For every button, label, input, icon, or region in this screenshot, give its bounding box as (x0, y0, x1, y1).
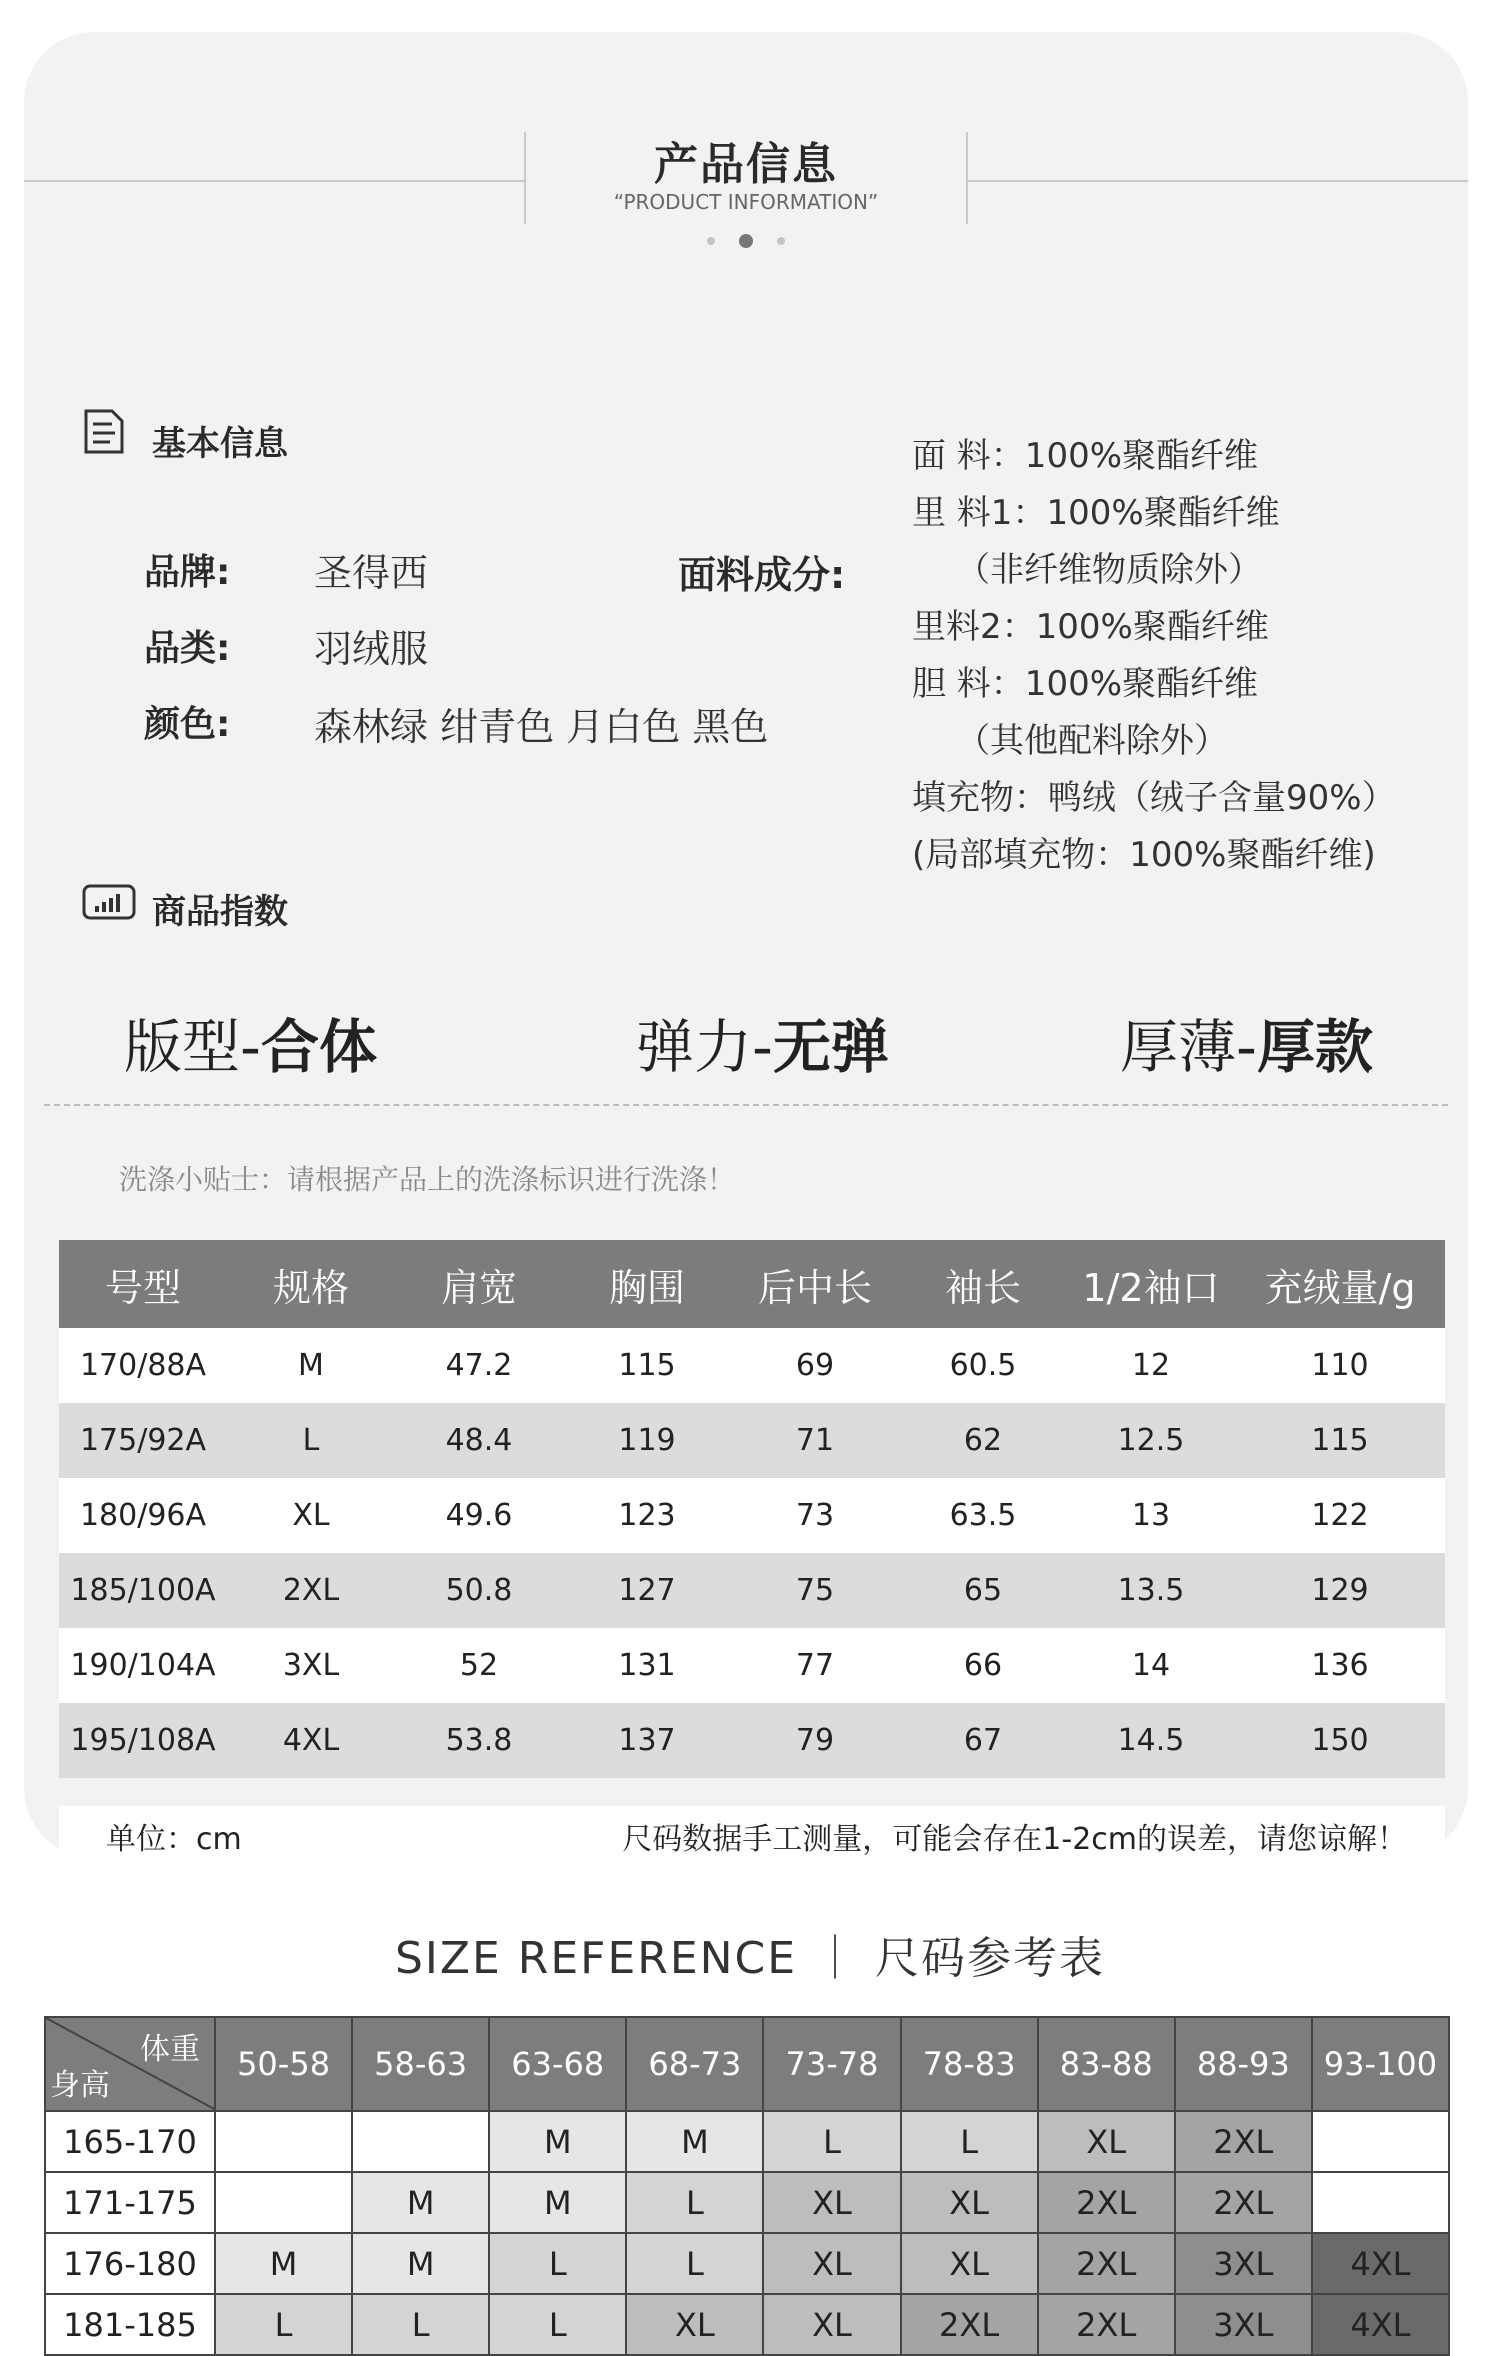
height-cell: 171-175 (45, 2172, 215, 2233)
size-cell: 2XL (1038, 2294, 1175, 2355)
weight-header-cell: 50-58 (215, 2017, 352, 2111)
size-table-cell: 115 (563, 1328, 731, 1403)
size-header-cell: 规格 (227, 1240, 395, 1328)
size-table-row (59, 1403, 1445, 1478)
weight-header-cell: 93-100 (1312, 2017, 1449, 2111)
size-header-cell: 1/2袖口 (1067, 1240, 1235, 1328)
reference-row (45, 2172, 1449, 2233)
size-cell (352, 2111, 489, 2172)
size-table-cell: 53.8 (395, 1703, 563, 1778)
fabric-line: 面 料：100%聚酯纤维 (912, 436, 1259, 476)
weight-header-cell: 58-63 (352, 2017, 489, 2111)
size-table-cell: 122 (1235, 1478, 1445, 1553)
reference-row (45, 2294, 1449, 2355)
size-table-cell: 14.5 (1067, 1703, 1235, 1778)
size-table-cell: 4XL (227, 1703, 395, 1778)
size-table-cell: 75 (731, 1553, 899, 1628)
size-table-cell: XL (227, 1478, 395, 1553)
size-table-cell: 12.5 (1067, 1403, 1235, 1478)
size-table-cell: 137 (563, 1703, 731, 1778)
size-reference-title: SIZE REFERENCE ｜ 尺码参考表 (394, 1933, 1106, 1984)
size-cell: M (352, 2233, 489, 2294)
size-cell: 4XL (1312, 2233, 1449, 2294)
size-cell: L (763, 2111, 900, 2172)
size-table-cell: 127 (563, 1553, 731, 1628)
weight-header-cell: 78-83 (901, 2017, 1038, 2111)
size-table-cell: 50.8 (395, 1553, 563, 1628)
size-cell: M (489, 2111, 626, 2172)
size-cell: 2XL (1038, 2233, 1175, 2294)
size-table-cell: 115 (1235, 1403, 1445, 1478)
size-cell: L (626, 2172, 763, 2233)
size-table-cell: 14 (1067, 1628, 1235, 1703)
corner-weight-label: 体重 (140, 2032, 200, 2067)
size-cell: 4XL (1312, 2294, 1449, 2355)
size-table-cell: 12 (1067, 1328, 1235, 1403)
category-value: 羽绒服 (314, 627, 429, 671)
size-cell: L (489, 2233, 626, 2294)
size-cell: XL (763, 2233, 900, 2294)
size-table-cell: 77 (731, 1628, 899, 1703)
fabric-line: 胆 料：100%聚酯纤维 (912, 664, 1259, 704)
fabric-line: 里 料1：100%聚酯纤维 (912, 493, 1280, 533)
size-header-cell: 号型 (59, 1240, 227, 1328)
brand-value: 圣得西 (314, 551, 429, 595)
size-table-row (59, 1478, 1445, 1553)
size-table-cell: 62 (899, 1403, 1067, 1478)
basic-info-title: 基本信息 (152, 424, 288, 464)
size-cell: 3XL (1175, 2233, 1312, 2294)
size-table-cell: 2XL (227, 1553, 395, 1628)
weight-header-cell: 63-68 (489, 2017, 626, 2111)
reference-row (45, 2233, 1449, 2294)
size-table-cell: 79 (731, 1703, 899, 1778)
size-table-cell: 52 (395, 1628, 563, 1703)
size-table-cell: 63.5 (899, 1478, 1067, 1553)
size-header-cell: 肩宽 (395, 1240, 563, 1328)
size-cell (215, 2111, 352, 2172)
size-cell: XL (763, 2172, 900, 2233)
size-cell: XL (1038, 2111, 1175, 2172)
fabric-line: (局部填充物：100%聚酯纤维) (912, 835, 1376, 875)
size-table-row (59, 1628, 1445, 1703)
size-table-cell: 13.5 (1067, 1553, 1235, 1628)
size-table-cell: 48.4 (395, 1403, 563, 1478)
dashed-divider (44, 1104, 1448, 1106)
measurement-note: 尺码数据手工测量，可能会存在1-2cm的误差，请您谅解！ (622, 1822, 1407, 1857)
size-cell: 3XL (1175, 2294, 1312, 2355)
color-label: 颜色: (144, 704, 231, 745)
size-header-cell: 后中长 (731, 1240, 899, 1328)
size-note-bar (59, 1806, 1445, 1858)
size-cell: L (626, 2233, 763, 2294)
color-value: 森林绿 绀青色 月白色 黑色 (314, 705, 769, 749)
size-cell: 2XL (1175, 2111, 1312, 2172)
size-header-cell: 袖长 (899, 1240, 1067, 1328)
size-table-cell: 185/100A (59, 1553, 227, 1628)
size-table-cell: 119 (563, 1403, 731, 1478)
size-header-cell: 充绒量/g (1235, 1240, 1445, 1328)
size-table-cell: 123 (563, 1478, 731, 1553)
size-cell: M (215, 2233, 352, 2294)
category-label: 品类: (144, 628, 231, 669)
fabric-line: （非纤维物质除外） (956, 550, 1262, 590)
size-table-cell: 190/104A (59, 1628, 227, 1703)
size-cell (1312, 2111, 1449, 2172)
size-cell: L (352, 2294, 489, 2355)
size-table-cell: 49.6 (395, 1478, 563, 1553)
weight-header-cell: 88-93 (1175, 2017, 1312, 2111)
reference-corner-cell (45, 2017, 215, 2111)
reference-row (45, 2111, 1449, 2172)
size-cell: M (489, 2172, 626, 2233)
size-table-cell: 67 (899, 1703, 1067, 1778)
size-cell: XL (901, 2233, 1038, 2294)
size-cell: 2XL (901, 2294, 1038, 2355)
size-cell: XL (626, 2294, 763, 2355)
size-cell: L (489, 2294, 626, 2355)
size-cell: M (626, 2111, 763, 2172)
size-cell (215, 2172, 352, 2233)
index-thickness: 厚薄-厚款 (1120, 1013, 1373, 1081)
size-table-cell: 150 (1235, 1703, 1445, 1778)
size-cell: 2XL (1175, 2172, 1312, 2233)
fabric-line: 里料2：100%聚酯纤维 (912, 607, 1269, 647)
product-info-card (24, 32, 1468, 1858)
unit-label: 单位：cm (106, 1822, 242, 1857)
size-table-row (59, 1553, 1445, 1628)
washing-tip: 洗涤小贴士：请根据产品上的洗涤标识进行洗涤！ (119, 1163, 736, 1196)
size-table-cell: 131 (563, 1628, 731, 1703)
size-table-row (59, 1703, 1445, 1778)
index-elasticity: 弹力-无弹 (636, 1013, 889, 1081)
weight-header-cell: 83-88 (1038, 2017, 1175, 2111)
size-table-cell: 175/92A (59, 1403, 227, 1478)
corner-height-label: 身高 (50, 2068, 110, 2103)
size-table-cell: 170/88A (59, 1328, 227, 1403)
height-cell: 181-185 (45, 2294, 215, 2355)
size-cell (1312, 2172, 1449, 2233)
height-cell: 176-180 (45, 2233, 215, 2294)
size-table-cell: 47.2 (395, 1328, 563, 1403)
size-cell: XL (763, 2294, 900, 2355)
page-title: 产品信息 (654, 139, 838, 190)
size-table-cell: 73 (731, 1478, 899, 1553)
size-reference-table (44, 2016, 1450, 2356)
index-title: 商品指数 (152, 892, 288, 932)
weight-header-cell: 73-78 (763, 2017, 900, 2111)
size-cell: XL (901, 2172, 1038, 2233)
size-table-cell: 3XL (227, 1628, 395, 1703)
size-table-cell: 129 (1235, 1553, 1445, 1628)
size-table-cell: 136 (1235, 1628, 1445, 1703)
size-table-cell: 71 (731, 1403, 899, 1478)
size-header-cell: 胸围 (563, 1240, 731, 1328)
height-cell: 165-170 (45, 2111, 215, 2172)
size-table-cell: 110 (1235, 1328, 1445, 1403)
fabric-label: 面料成分: (678, 553, 846, 597)
size-table-cell: 60.5 (899, 1328, 1067, 1403)
header-dots (24, 234, 1468, 248)
size-table-cell: 13 (1067, 1478, 1235, 1553)
size-cell: L (215, 2294, 352, 2355)
size-table-cell: L (227, 1403, 395, 1478)
brand-label: 品牌: (144, 552, 231, 593)
fabric-line: 填充物：鸭绒（绒子含量90%） (912, 778, 1396, 818)
size-table (59, 1240, 1445, 1778)
size-cell: M (352, 2172, 489, 2233)
size-table-cell: 195/108A (59, 1703, 227, 1778)
size-table-cell: 66 (899, 1628, 1067, 1703)
fabric-line: （其他配料除外） (956, 721, 1228, 761)
index-fit: 版型-合体 (124, 1013, 377, 1081)
page-subtitle: “PRODUCT INFORMATION” (613, 190, 879, 214)
size-table-cell: 180/96A (59, 1478, 227, 1553)
signal-bars-icon (82, 884, 136, 920)
weight-header-cell: 68-73 (626, 2017, 763, 2111)
size-table-cell: 69 (731, 1328, 899, 1403)
size-cell: 2XL (1038, 2172, 1175, 2233)
size-table-cell: 65 (899, 1553, 1067, 1628)
size-table-cell: M (227, 1328, 395, 1403)
size-table-row (59, 1328, 1445, 1403)
size-cell: L (901, 2111, 1038, 2172)
fabric-composition (912, 428, 1452, 884)
document-icon (82, 408, 126, 456)
